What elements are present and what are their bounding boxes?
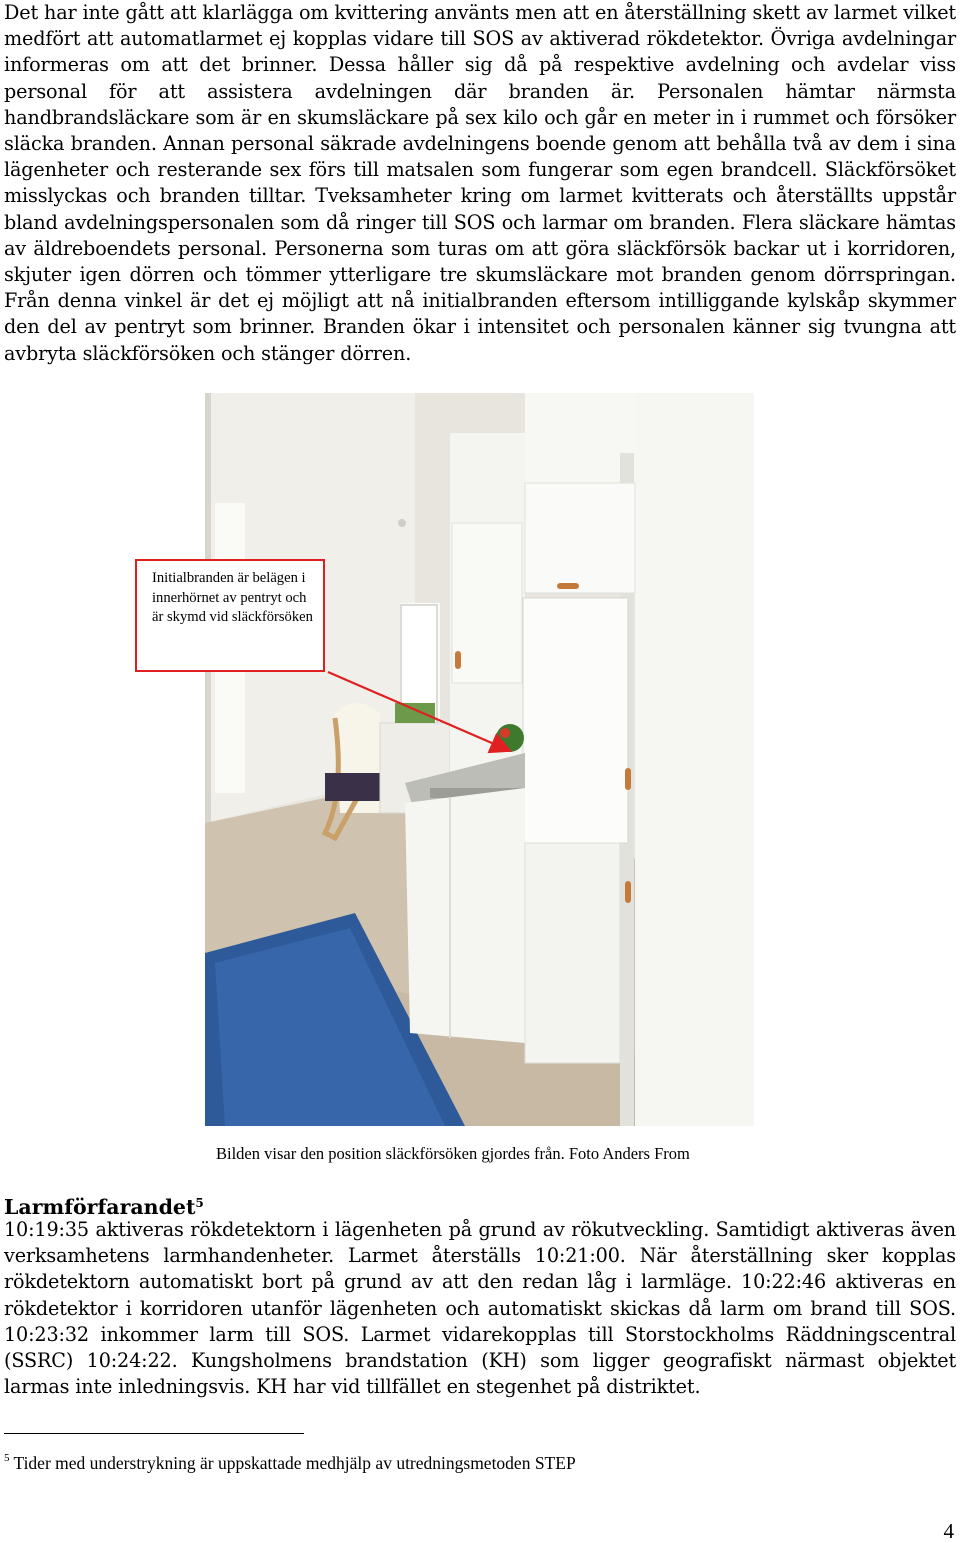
kitchenette-photo [205, 393, 754, 1126]
section-heading-text: Larmförfarandet [4, 1195, 196, 1219]
intro-paragraph: Det har inte gått att klarlägga om kvittering använts men att en återställning skett av larmet vilket medfört att automatlarmet ej kopplas vidare till SOS av aktiverad rökdetektor. Övriga avdelningar informeras om att det brinner. Dessa håller sig då på respektive avdelning och avdelar viss personal för att assistera avdelningen där branden är. Personalen hämtar närmsta handbrandsläckare som är en skumsläckare på sex kilo och går en meter in i rummet och försöker släcka branden. Annan personal säkrade avdelningens boende genom att behålla två av dem i sina lägenheter och resterande sex förs till matsalen som fungerar som egen brandcell. Släckförsöket misslyckas och branden tilltar. Tveksamheter kring om larmet kvitterats och återställts uppstår bland avdelningspersonalen som då ringer till SOS och larmar om branden. Flera släckare hämtas av äldreboendets personal. Personerna som turas om att göra släckförsök backar ut i korridoren, skjuter igen dörren och tömmer ytterligare tre skumsläckare mot branden genom dörrspringan. Från denna vinkel är det ej möjligt att nå initialbranden eftersom intilliggande kylskåp skymmer den del av pentryt som brinner. Branden ökar i intensitet och personalen känner sig tvungna att avbryta släckförsöken och stänger dörren. [4, 1, 956, 365]
footnote-reference[interactable]: 5 [195, 1196, 204, 1210]
footnote-text: Tider med understrykning är uppskattade medhjälp av utredningsmetoden STEP [13, 1453, 576, 1473]
footnote-marker: 5 [4, 1452, 10, 1464]
footnote-divider [4, 1433, 304, 1434]
page-number: 4 [943, 1519, 954, 1543]
footnote [4, 1446, 576, 1475]
alarm-paragraph: 10:19:35 aktiveras rökdetektorn i lägenheten på grund av rökutveckling. Samtidigt aktiveras även verksamhetens larmhandenheter. Larmet återställs 10:21:00. När återställning sker kopplas rökdetektorn automatiskt bort på grund av att den redan låg i larmläge. 10:22:46 aktiveras en rökdetektor i korridoren utanför lägenheten och automatiskt skickas då larm om brand till SOS. 10:23:32 inkommer larm till SOS. Larmet vidarekopplas till Storstockholms Räddningscentral (SSRC) 10:24:22. Kungsholmens brandstation (KH) som ligger geografiskt närmast objektet larmas inte inledningsvis. KH har vid tillfället en stegenhet på distriktet. [4, 1218, 956, 1399]
callout-box: Initialbranden är belägen i innerhörnet av pentryt och är skymd vid släckförsöken [135, 559, 325, 672]
kitchenette-photo-drawing [205, 393, 754, 1126]
figure-caption: Bilden visar den position släckförsöken gjordes från. Foto Anders From [216, 1144, 690, 1163]
